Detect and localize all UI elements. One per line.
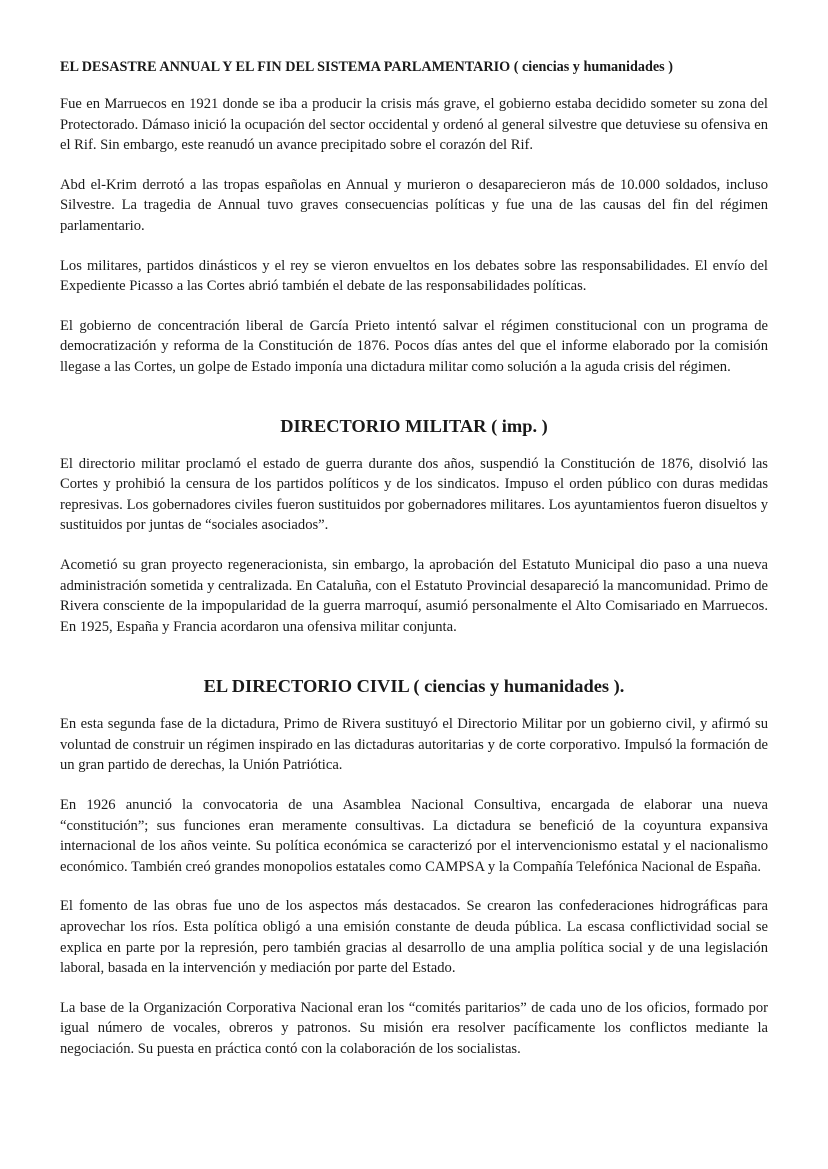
paragraph: En 1926 anunció la convocatoria de una Asamblea Nacional Consultiva, encargada de elaborar una nueva “constitución”; sus funciones eran meramente consultivas. La dictadura se benefició de la coyuntura expansiva internacional de los años veinte. Su política económica se caracterizó por el intervencionismo estatal y el nacionalismo económico. También creó grandes monopolios estatales como CAMPSA y la Compañía Telefónica Nacional de España. — [60, 797, 768, 875]
paragraph: El directorio militar proclamó el estado de guerra durante dos años, suspendió la Constitución de 1876, disolvió las Cortes y prohibió la censura de los partidos políticos y de los sindicatos. Impuso el orden público con duras medidas represivas. Los gobernadores civiles fueron sustituidos por gobernadores militares. Los ayuntamientos fueron disueltos y sustituidos por juntas de “sociales asociados”. — [60, 455, 768, 534]
section-heading-directorio-militar: DIRECTORIO MILITAR ( imp. ) — [280, 415, 548, 436]
paragraph: Fue en Marruecos en 1921 donde se iba a producir la crisis más grave, el gobierno estaba decidido someter su zona del Protectorado. Dámaso inició la ocupación del sector occidental y ordenó al general silvestre que detuviese su ofensiva en el Rif. Sin embargo, este reanudó un avance precipitado sobre el corazón del Rif. — [60, 96, 768, 154]
section-heading-directorio-civil: EL DIRECTORIO CIVIL ( ciencias y humanidades ). — [203, 676, 625, 697]
paragraph: El fomento de las obras fue uno de los aspectos más destacados. Se crearon las confederaciones hidrográficas para aprovechar los ríos. Esta política obligó a una emisión constante de deuda pública. La escasa conflictividad social se explica en parte por la represión, pero también gracias al desarrollo de una amplia política social y de una legislación laboral, basada en la intervención y mediación por parte del Estado. — [60, 898, 768, 977]
paragraph: Los militares, partidos dinásticos y el rey se vieron envueltos en los debates sobre las responsabilidades. El envío del Expediente Picasso a las Cortes abrió también el debate de las responsabilidades políticas. — [60, 257, 768, 295]
paragraph: En esta segunda fase de la dictadura, Primo de Rivera sustituyó el Directorio Militar por un gobierno civil, y afirmó su voluntad de construir un régimen inspirado en las dictaduras autoritarias y de corte corporativo. Impulsó la formación de un gran partido de derechas, la Unión Patriótica. — [60, 716, 768, 774]
paragraph: Abd el-Krim derrotó a las tropas españolas en Annual y murieron o desaparecieron más de 10.000 soldados, incluso Silvestre. La tragedia de Annual tuvo graves consecuencias políticas y fue una de las causas del fin del régimen parlamentario. — [60, 176, 768, 234]
section-heading-desastre-annual: EL DESASTRE ANNUAL Y EL FIN DEL SISTEMA PARLAMENTARIO ( ciencias y humanidades ) — [60, 59, 673, 75]
paragraph: Acometió su gran proyecto regeneracionista, sin embargo, la aprobación del Estatuto Municipal dio paso a una nueva administración sometida y centralizada. En Cataluña, con el Estatuto Provincial desapareció la mancomunidad. Primo de Rivera consciente de la impopularidad de la guerra marroquí, asumió personalmente el Alto Comisariado en Marruecos. En 1925, España y Francia acordaron una ofensiva militar conjunta. — [60, 556, 768, 635]
paragraph: La base de la Organización Corporativa Nacional eran los “comités paritarios” de cada uno de los oficios, formado por igual número de vocales, obreros y patronos. Su misión era resolver pacíficamente los conflictos mediante la negociación. Su puesta en práctica contó con la colaboración de los socialistas. — [60, 999, 768, 1057]
paragraph: El gobierno de concentración liberal de García Prieto intentó salvar el régimen constitucional con un programa de democratización y reforma de la Constitución de 1876. Pocos días antes del que el informe elaborado por la comisión llegase a las Cortes, un golpe de Estado imponía una dictadura militar como solución a la aguda crisis del régimen. — [60, 317, 768, 375]
